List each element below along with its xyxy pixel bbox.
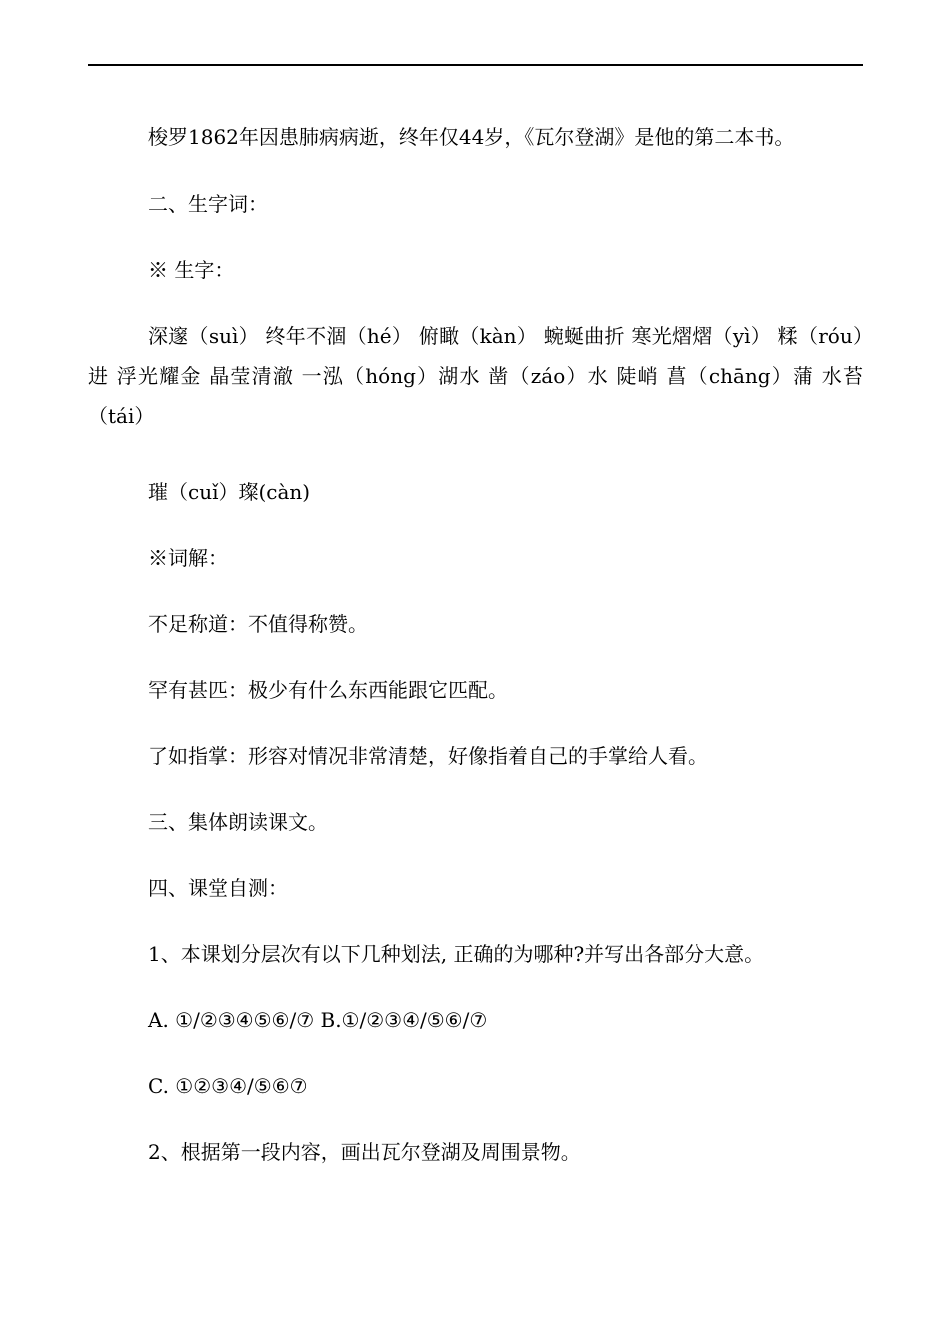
shengzi-extra: 璀（cuǐ）璨(càn) <box>148 480 311 504</box>
question-2: 2、根据第一段内容，画出瓦尔登湖及周围景物。 <box>148 1140 581 1164</box>
cijie-item-2: 罕有甚匹：极少有什么东西能跟它匹配。 <box>148 678 508 702</box>
shengzi-list: 深邃（suì） 终年不涸（hé） 俯瞰（kàn） 蜿蜒曲折 寒光熠熠（yì） 糅（róu）进 浮光耀金 晶莹清澈 一泓（hóng）湖水 凿（záo）水 陡峭 菖（chāng）蒲 水苔（tái） <box>88 324 863 428</box>
question-1: 1、本课划分层次有以下几种划法, 正确的为哪种?并写出各部分大意。 <box>148 942 765 966</box>
cijie-heading: ※词解： <box>148 546 228 570</box>
section-heading-2: 二、生字词： <box>148 192 268 216</box>
intro-paragraph: 梭罗1862年因患肺病病逝，终年仅44岁，《瓦尔登湖》是他的第二本书。 <box>148 125 795 149</box>
question-1-option-c: C. ①②③④/⑤⑥⑦ <box>148 1074 308 1098</box>
shengzi-heading: ※ 生字： <box>148 258 235 282</box>
section-heading-3: 三、集体朗读课文。 <box>148 810 328 834</box>
section-heading-4: 四、课堂自测： <box>148 876 288 900</box>
header-rule <box>88 64 863 66</box>
cijie-item-3: 了如指掌：形容对情况非常清楚，好像指着自己的手掌给人看。 <box>148 744 708 768</box>
question-1-options-ab: A. ①/②③④⑤⑥/⑦ B.①/②③④/⑤⑥/⑦ <box>148 1008 488 1032</box>
cijie-item-1: 不足称道：不值得称赞。 <box>148 612 368 636</box>
